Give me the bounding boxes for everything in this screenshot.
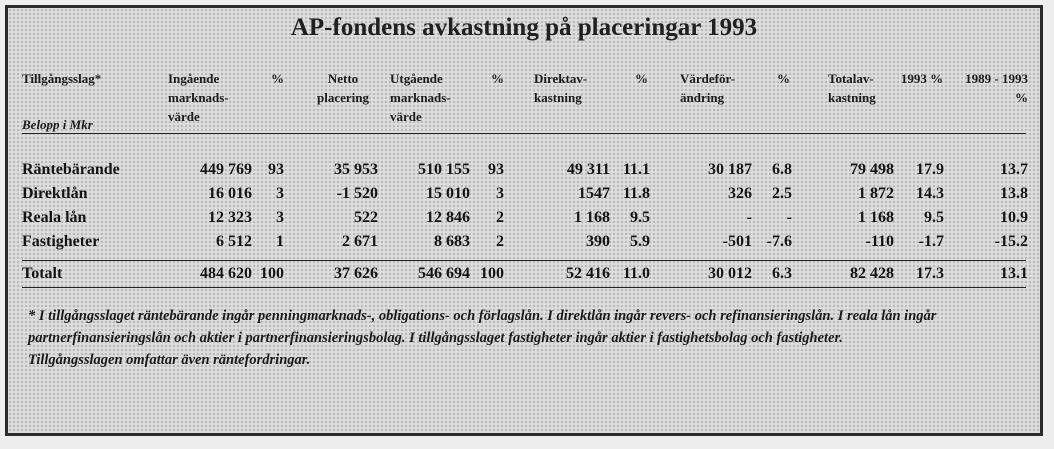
table-row-cell: 16 016 (208, 185, 252, 202)
total-divider (22, 260, 1026, 261)
table-row-cell: 3 (276, 185, 284, 202)
table-row-cell: - (746, 209, 752, 226)
header-pct-3: % (635, 71, 648, 86)
header-vardeforandring: Värdeför-ändring (680, 71, 736, 105)
table-row-cell: 12 846 (426, 209, 470, 226)
table-row-cell: 12 323 (208, 209, 252, 226)
table-row-label: Fastigheter (22, 233, 100, 250)
table-row-cell: 2 671 (342, 233, 378, 250)
table-row-cell: -501 (722, 233, 752, 250)
table-row-cell: 93 (268, 161, 284, 178)
table-row-cell: 15 010 (426, 185, 470, 202)
table-row-cell: -15.2 (994, 233, 1028, 250)
total-row-label: Totalt (22, 265, 63, 282)
table-title: AP-fondens avkastning på placeringar 1993 (290, 14, 758, 41)
table-panel (5, 5, 1043, 436)
header-1989-1993: 1989 - 1993 % (965, 71, 1028, 105)
table-row-cell: 326 (728, 185, 752, 202)
table-row-cell: 1547 (578, 185, 610, 202)
table-row-cell: 9.5 (924, 209, 944, 226)
total-row-cell: 100 (480, 265, 504, 282)
table-row-cell: 449 769 (200, 161, 252, 178)
table-row-cell: 13.8 (1000, 185, 1028, 202)
table-row-label: Reala lån (22, 209, 87, 226)
total-row-cell: 11.0 (622, 265, 650, 282)
header-ingaende: Ingående marknads-värde (168, 71, 229, 124)
total-row-cell: 100 (260, 265, 284, 282)
total-row-cell: 30 012 (708, 265, 752, 282)
header-pct-2: % (491, 71, 504, 86)
total-row-cell: 52 416 (566, 265, 610, 282)
table-row-cell: 9.5 (630, 209, 650, 226)
table-bottom-divider (22, 287, 1026, 288)
table-row-cell: 35 953 (334, 161, 378, 178)
table-row-cell: 30 187 (708, 161, 752, 178)
footnote (28, 305, 1038, 371)
table-row-cell: -7.6 (766, 233, 792, 250)
table-row-cell: 2 (496, 233, 504, 250)
table-row-cell: -1 520 (336, 185, 378, 202)
header-1993: 1993 % (900, 71, 944, 86)
table-row-cell: 6.8 (772, 161, 792, 178)
header-unit: Belopp i Mkr (22, 117, 93, 132)
header-pct-1: % (271, 71, 284, 86)
table-row-cell: 6 512 (216, 233, 252, 250)
header-direktavkastning: Direktav-kastning (534, 71, 588, 105)
table-row-cell: 522 (354, 209, 378, 226)
table-row-cell: 510 155 (418, 161, 470, 178)
table-row-cell: 8 683 (434, 233, 470, 250)
table-row-cell: 1 872 (858, 185, 894, 202)
total-row-cell: 6.3 (772, 265, 792, 282)
table-row-cell: 3 (276, 209, 284, 226)
table-row-cell: - (786, 209, 792, 226)
table-row-cell: 14.3 (916, 185, 944, 202)
header-netto: Netto placering (317, 71, 369, 105)
table-row-label: Direktlån (22, 185, 88, 202)
table-row-cell: 93 (488, 161, 504, 178)
table-row-cell: 11.1 (622, 161, 650, 178)
table-row-cell: 11.8 (622, 185, 650, 202)
table-row-cell: 10.9 (1000, 209, 1028, 226)
header-utgaende: Utgående marknads-värde (390, 71, 451, 124)
table-row-cell: 3 (496, 185, 504, 202)
table-row-cell: -110 (865, 233, 894, 250)
footnote-text: * I tillgångsslaget räntebärande ingår penningmarknads-, obligations- och förlagslån. I direktlån ingår revers- och refinansieringslån. I reala lån ingår partnerfinansieringslån och aktier i partnerfinansieringsbolag. I tillgångsslaget fastigheter ingår aktier i fastighetsbolag och fastigheter. (28, 308, 937, 346)
table-row-cell: 2.5 (772, 185, 792, 202)
total-row-cell: 546 694 (418, 265, 470, 282)
footnote-text-2: Tillgångsslagen omfattar även räntefordringar. (28, 352, 311, 368)
table-row-cell: 17.9 (916, 161, 944, 178)
total-row-cell: 13.1 (1000, 265, 1028, 282)
table-row-label: Räntebärande (22, 161, 120, 178)
table-row-cell: 13.7 (1000, 161, 1028, 178)
table-row-cell: 1 (276, 233, 284, 250)
table-row-cell: 390 (586, 233, 610, 250)
header-divider (22, 133, 1026, 134)
total-row-cell: 82 428 (850, 265, 894, 282)
total-row-cell: 484 620 (200, 265, 252, 282)
header-pct-4: % (777, 71, 790, 86)
table-row-cell: 79 498 (850, 161, 894, 178)
table-row-cell: 1 168 (574, 209, 610, 226)
table-row-cell: 1 168 (858, 209, 894, 226)
table-row-cell: 5.9 (630, 233, 650, 250)
table-row-cell: -1.7 (918, 233, 944, 250)
table-row-cell: 49 311 (566, 161, 610, 178)
total-row-cell: 37 626 (334, 265, 378, 282)
table-row-cell: 2 (496, 209, 504, 226)
header-asset: Tillgångsslag* (22, 71, 102, 86)
total-row-cell: 17.3 (916, 265, 944, 282)
header-totalavkastning: Totalav-kastning (828, 71, 876, 105)
